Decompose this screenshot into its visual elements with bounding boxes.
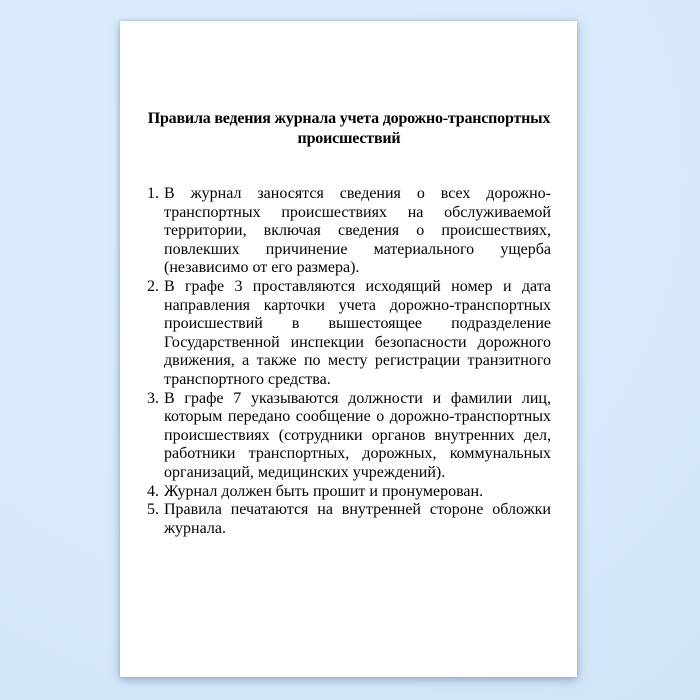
list-item-text: В графе 3 проставляются исходящий номер и дата направления карточки учета дорожно-транспортных происшествий в вышестоящее подразделение Государственной инспекции безопасности дорожного движения, а также по месту регистрации транзитного транспортного средства. (164, 277, 551, 388)
list-item-number: 5. (147, 501, 159, 519)
list-item-text: Журнал должен быть прошит и пронумерован. (164, 482, 484, 500)
list-item-number: 2. (147, 277, 159, 295)
rules-list (147, 185, 551, 538)
list-item (147, 390, 551, 483)
list-item-text: В журнал заносятся сведения о всех дорожно-транспортных происшествиях на обслуживаемой территории, включая сведения о происшествиях, повлекших причинение материального ущерба (независимо от его размера). (164, 185, 551, 277)
list-item (147, 501, 551, 538)
list-item (147, 185, 551, 278)
list-item-text: В графе 7 указываются должности и фамилии лиц, которым передано сообщение о дорожно-транспортных происшествиях (сотрудники органов внутренних дел, работники транспортных, дорожных, коммунальных организаций, медицинских учреждений). (164, 389, 551, 481)
document-page (120, 21, 577, 677)
list-item-text: Правила печатаются на внутренней стороне обложки журнала. (164, 501, 551, 537)
list-item-number: 1. (147, 185, 159, 202)
title-line-1: Правила ведения журнала учета дорожно-транспортных (147, 110, 551, 127)
list-item-number: 3. (147, 389, 159, 407)
list-item (147, 483, 551, 502)
title-line-2: происшествий (297, 130, 401, 147)
list-item (147, 278, 551, 390)
document-title (147, 109, 551, 149)
list-item-number: 4. (147, 482, 159, 500)
